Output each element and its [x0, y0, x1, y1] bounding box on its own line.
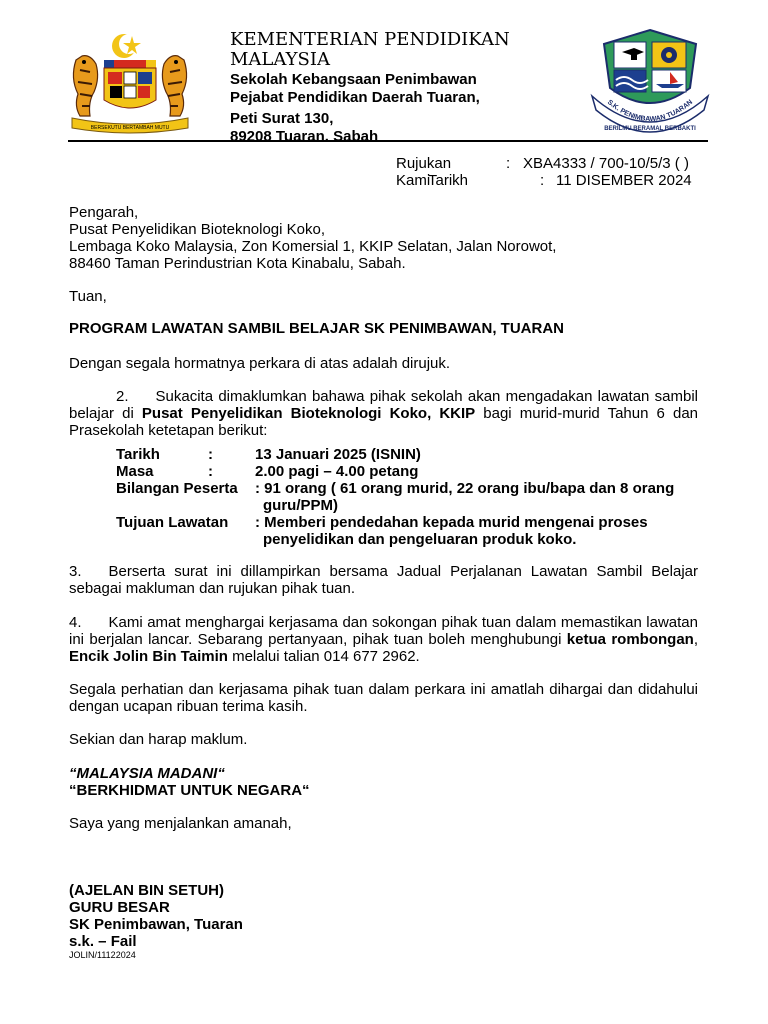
ministry-name	[230, 30, 510, 70]
school-address	[230, 71, 480, 146]
signature-block	[69, 882, 243, 950]
paragraph-number: 3.	[69, 563, 82, 580]
signatory-school: SK Penimbawan, Tuaran	[69, 916, 243, 933]
ministry-name-line1: KEMENTERIAN PENDIDIKAN	[230, 29, 510, 50]
detail-value-continued: guru/PPM)	[263, 497, 338, 514]
school-logo-motto: BERILMU BERAMAL BERBAKTI	[604, 126, 696, 132]
recipient-line: Pusat Penyelidikan Bioteknologi Koko,	[69, 221, 325, 238]
detail-label: Bilangan Peserta	[116, 480, 238, 497]
detail-value-continued: penyelidikan dan pengeluaran produk koko.	[263, 531, 577, 548]
paragraph-2: 2. Sukacita dimaklumkan bahawa pihak sekolah akan mengadakan lawatan sambil belajar di Pusat Penyelidikan Bioteknologi Koko, KKIP bagi murid-murid Tahun 6 dan Prasekolah ketetapan berikut:	[69, 388, 698, 439]
school-name: Sekolah Kebangsaan Penimbawan	[230, 71, 477, 88]
ref-value: XBA4333 / 700-10/5/3 ( )	[523, 155, 689, 172]
salutation: Tuan,	[69, 288, 107, 305]
tiger-left-icon	[73, 56, 97, 116]
recipient-line: Pengarah,	[69, 204, 139, 221]
carbon-copy: s.k. – Fail	[69, 933, 137, 950]
closing-line: Sekian dan harap maklum.	[69, 731, 248, 748]
slogans	[69, 765, 310, 799]
slogan-berkhidmat: “BERKHIDMAT UNTUK NEGARA“	[69, 782, 310, 799]
contact-role: ketua rombongan	[566, 631, 694, 648]
detail-label: Tarikh	[116, 446, 160, 463]
detail-row-time	[0, 463, 768, 480]
contact-name: Encik Jolin Bin Taimin	[69, 648, 228, 665]
detail-value: 13 Januari 2025 (ISNIN)	[255, 446, 421, 463]
ministry-name-line2: MALAYSIA	[230, 49, 330, 70]
detail-value: : Memberi pendedahan kepada murid mengenai proses	[255, 514, 648, 531]
detail-separator: :	[208, 463, 213, 480]
po-box: Peti Surat 130,	[230, 110, 334, 127]
ref-separator: :	[506, 155, 511, 172]
date-label: Tarikh	[428, 172, 469, 189]
document-ref-code: JOLIN/11122024	[69, 950, 136, 960]
recipient-line: 88460 Taman Perindustrian Kota Kinabalu, Sabah.	[69, 255, 406, 272]
shield-icon	[104, 60, 156, 108]
intro-paragraph: Dengan segala hormatnya perkara di atas adalah dirujuk.	[69, 355, 451, 372]
paragraph-5: Segala perhatian dan kerjasama pihak tuan dalam perkara ini amatlah dihargai dan didahului dengan ucapan ribuan terima kasih.	[69, 681, 698, 715]
paragraph-4: 4. Kami amat menghargai kerjasama dan sokongan pihak tuan dalam memastikan lawatan ini berjalan lancar. Sebarang pertanyaan, pihak tuan boleh menghubungi ketua rombongan, Encik Jolin Bin Taimin melalui talian 014 677 2962.	[69, 614, 698, 665]
visit-location: Pusat Penyelidikan Bioteknologi Koko, KKIP	[141, 405, 476, 422]
detail-label: Tujuan Lawatan	[116, 514, 229, 531]
detail-value: : 91 orang ( 61 orang murid, 22 orang ibu/bapa dan 8 orang	[255, 480, 675, 497]
date-separator: :	[540, 172, 545, 189]
motto-banner-icon	[72, 118, 188, 133]
coat-of-arms-logo	[66, 30, 194, 138]
gear-icon	[661, 47, 677, 63]
coat-of-arms-motto: BERSEKUTU BERTAMBAH MUTU	[90, 125, 170, 131]
detail-row-purpose	[0, 514, 768, 548]
detail-value: 2.00 pagi – 4.00 petang	[255, 463, 419, 480]
school-logo-name: S.K. PENIMBAWAN TUARAN	[605, 98, 695, 124]
postcode-city: 89208 Tuaran. Sabah	[230, 128, 379, 145]
ref-label: Rujukan Kami	[396, 155, 452, 189]
detail-row-date	[0, 446, 768, 463]
detail-row-participants	[0, 480, 768, 514]
tiger-right-icon	[162, 56, 186, 116]
letterhead-divider	[68, 140, 708, 142]
visit-details	[0, 446, 768, 546]
detail-separator: :	[208, 446, 213, 463]
district-office: Pejabat Pendidikan Daerah Tuaran,	[230, 89, 480, 106]
school-logo	[588, 26, 712, 140]
recipient-address	[69, 204, 556, 272]
paragraph-3: 3. Berserta surat ini dillampirkan bersama Jadual Perjalanan Lawatan Sambil Belajar sebagai makluman dan rujukan pihak tuan.	[69, 563, 698, 597]
crescent-star-icon	[112, 34, 141, 58]
detail-label: Masa	[116, 463, 154, 480]
letter-subject: PROGRAM LAWATAN SAMBIL BELAJAR SK PENIMBAWAN, TUARAN	[69, 320, 564, 337]
recipient-line: Lembaga Koko Malaysia, Zon Komersial 1, KKIP Selatan, Jalan Norowot,	[69, 238, 557, 255]
signoff-line: Saya yang menjalankan amanah,	[69, 815, 292, 832]
signatory-name: (AJELAN BIN SETUH)	[69, 882, 225, 899]
date-value: 11 DISEMBER 2024	[556, 172, 692, 189]
signatory-title: GURU BESAR	[69, 899, 170, 916]
slogan-madani: “MALAYSIA MADANI“	[69, 765, 225, 782]
paragraph-number: 2.	[116, 388, 129, 405]
paragraph-number: 4.	[69, 614, 82, 631]
